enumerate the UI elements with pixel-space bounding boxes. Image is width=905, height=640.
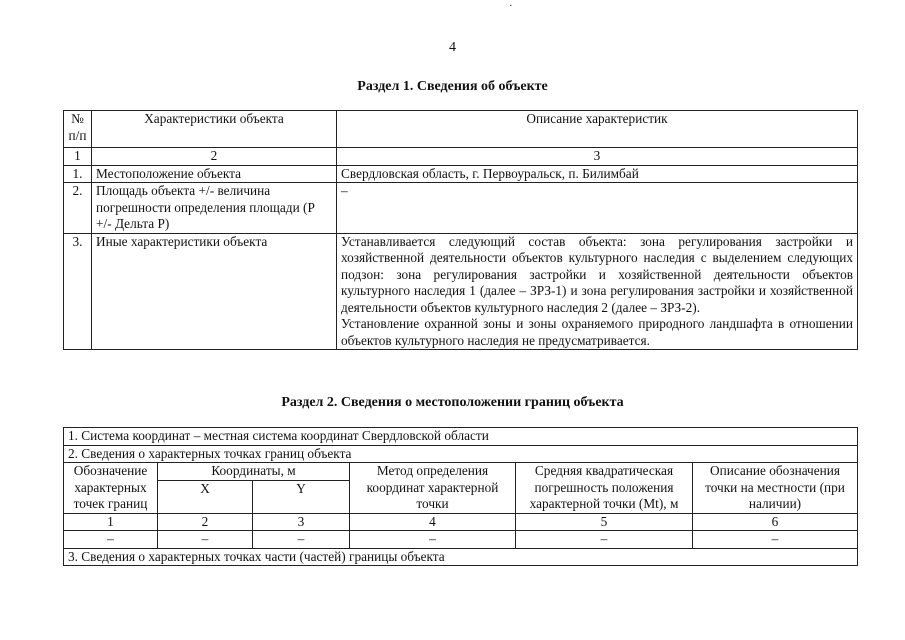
- header-method: Метод определения координат характерной точки: [350, 463, 516, 514]
- table-header-row: [64, 463, 858, 481]
- index-cell: 6: [693, 513, 858, 531]
- points-title-row: [64, 445, 858, 463]
- row-description: –: [337, 183, 858, 234]
- index-cell: 2: [92, 148, 337, 166]
- section2-title: Раздел 2. Сведения о местоположении границ объекта: [281, 395, 624, 410]
- row-characteristic: Иные характеристики объекта: [92, 233, 337, 350]
- table-row: [64, 233, 858, 350]
- header-num: № п/п: [64, 111, 92, 148]
- index-cell: 2: [158, 513, 253, 531]
- table-row: [64, 165, 858, 183]
- header-y: Y: [253, 480, 350, 513]
- parts-title: 3. Сведения о характерных точках части (частей) границы объекта: [64, 548, 858, 566]
- description-paragraph: Установление охранной зоны и зоны охраняемого природного ландшафта в отношении объектов культурного наследия не предусматривается.: [341, 316, 853, 348]
- data-cell: –: [64, 531, 158, 549]
- data-cell: –: [253, 531, 350, 549]
- top-mark: ·: [509, 0, 513, 12]
- row-characteristic: Площадь объекта +/- величина погрешности определения площади (Р +/- Дельта Р): [92, 183, 337, 234]
- points-title: 2. Сведения о характерных точках границ объекта: [64, 445, 858, 463]
- row-description: Свердловская область, г. Первоуральск, п. Билимбай: [337, 165, 858, 183]
- data-cell: –: [516, 531, 693, 549]
- row-num: 2.: [64, 183, 92, 234]
- index-row: [64, 148, 858, 166]
- table-header-row: [64, 111, 858, 148]
- index-cell: 5: [516, 513, 693, 531]
- table-row: [64, 183, 858, 234]
- section1-title: Раздел 1. Сведения об объекте: [357, 79, 548, 94]
- index-cell: 3: [337, 148, 858, 166]
- section1-table: [63, 110, 858, 350]
- index-cell: 3: [253, 513, 350, 531]
- header-characteristic: Характеристики объекта: [92, 111, 337, 148]
- row-num: 1.: [64, 165, 92, 183]
- header-x: X: [158, 480, 253, 513]
- row-description: [337, 233, 858, 350]
- header-description: Описание характеристик: [337, 111, 858, 148]
- index-cell: 1: [64, 148, 92, 166]
- header-location-description: Описание обозначения точки на местности (при наличии): [693, 463, 858, 514]
- coord-system-row: [64, 428, 858, 446]
- row-characteristic: Местоположение объекта: [92, 165, 337, 183]
- header-designation: Обозначение характерных точек границ: [64, 463, 158, 514]
- index-cell: 1: [64, 513, 158, 531]
- data-cell: –: [693, 531, 858, 549]
- index-row: [64, 513, 858, 531]
- coord-system: 1. Система координат – местная система координат Свердловской области: [64, 428, 858, 446]
- parts-title-row: [64, 548, 858, 566]
- data-cell: –: [158, 531, 253, 549]
- header-coords: Координаты, м: [158, 463, 350, 481]
- data-cell: –: [350, 531, 516, 549]
- header-error: Средняя квадратическая погрешность положения характерной точки (Mt), м: [516, 463, 693, 514]
- page-number: 4: [449, 40, 456, 55]
- table-row: [64, 531, 858, 549]
- description-paragraph: Устанавливается следующий состав объекта: зона регулирования застройки и хозяйственной деятельности объектов культурного наследия с выделением следующих подзон: зона регулирования застройки и хозяйственной деятельности объектов культурного наследия 1 (далее – ЗРЗ-1) и зона регулирования застройки и хозяйственной деятельности объектов культурного наследия 2 (далее – ЗРЗ-2).: [341, 233, 853, 315]
- row-num: 3.: [64, 233, 92, 350]
- section2-table: [63, 427, 858, 566]
- index-cell: 4: [350, 513, 516, 531]
